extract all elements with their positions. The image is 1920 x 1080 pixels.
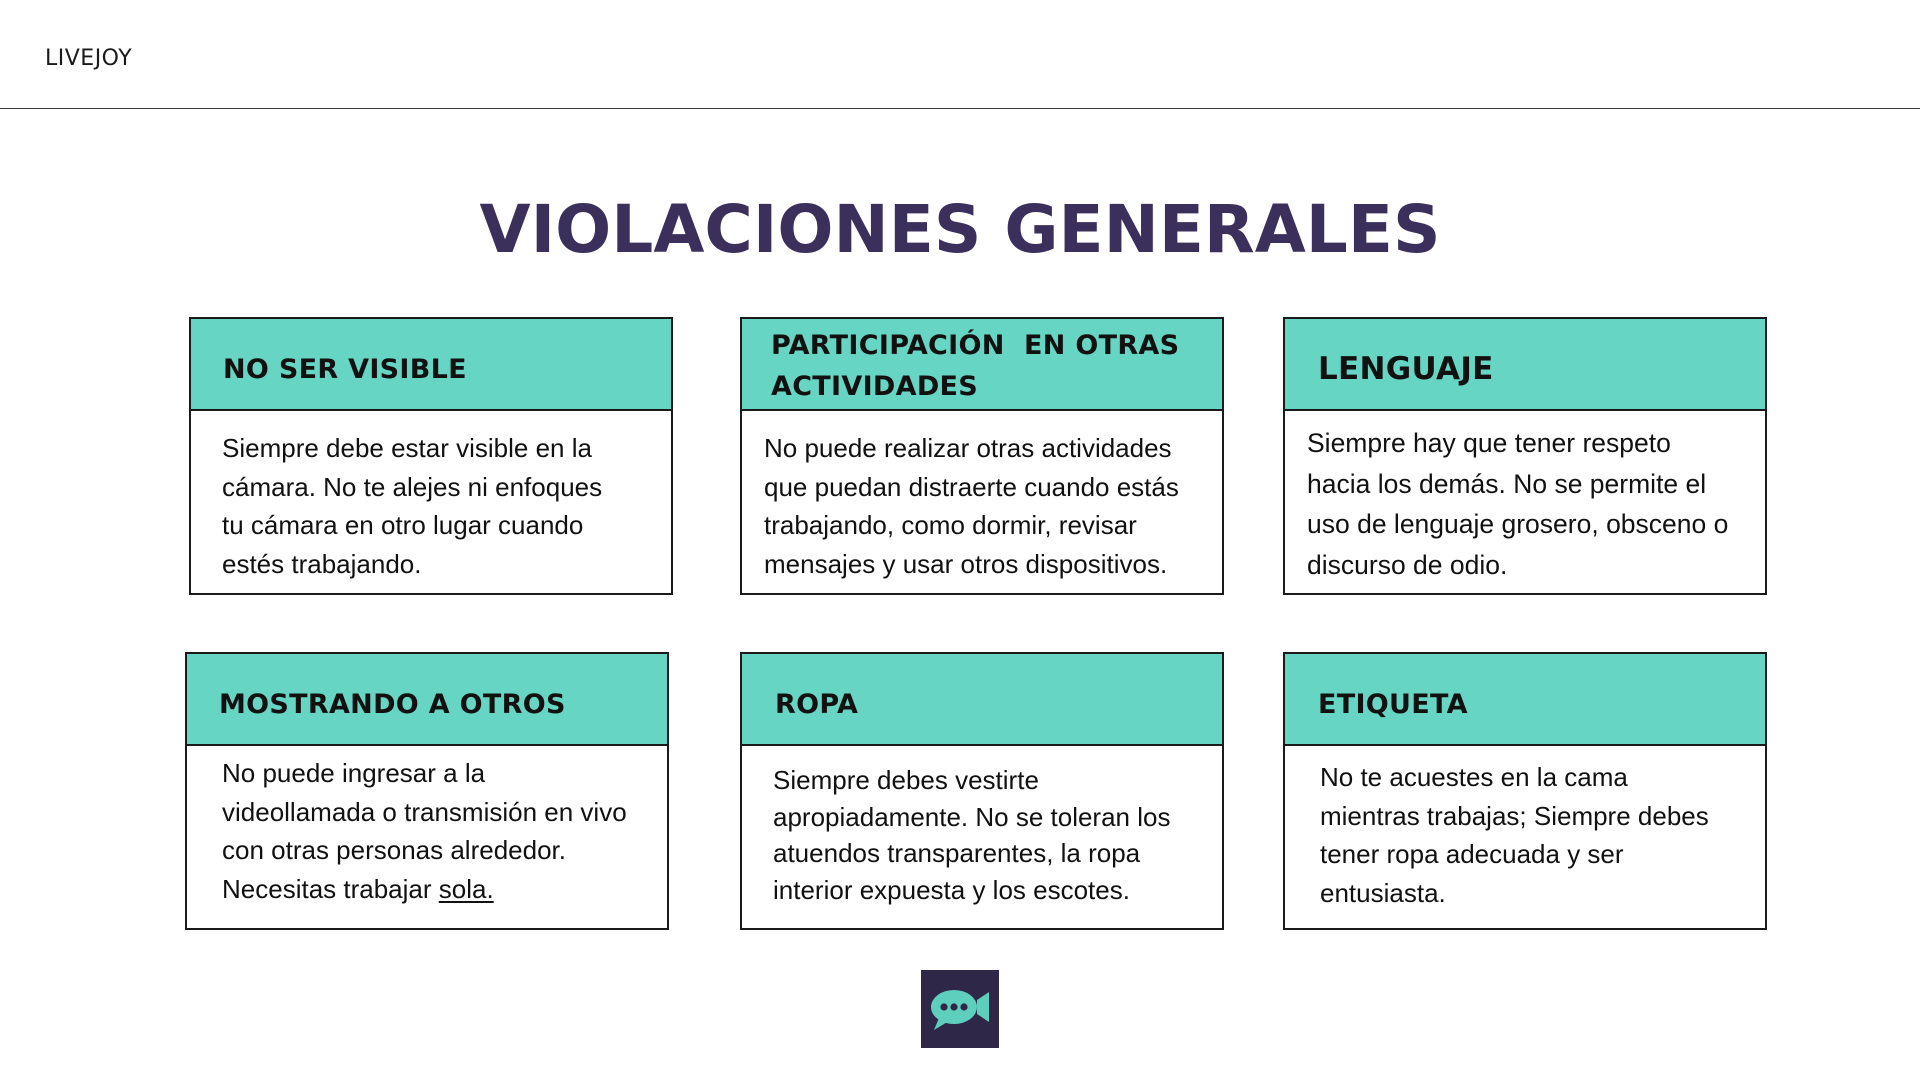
card-etiqueta	[1283, 652, 1767, 930]
card-body: No te acuestes en la cama mientras trabajas; Siempre debes tener ropa adecuada y ser entusiasta.	[1320, 762, 1709, 908]
card-title	[771, 325, 1179, 407]
card-no-ser-visible	[189, 317, 673, 595]
header-divider	[0, 108, 1920, 109]
card-title	[1318, 684, 1468, 725]
card-ropa	[740, 652, 1224, 930]
card-body: Siempre debes vestirte apropiadamente. No se toleran los atuendos transparentes, la ropa interior expuesta y los escotes.	[773, 765, 1171, 905]
card-title-text: ROPA	[775, 688, 859, 720]
card-participacion-otras-actividades	[740, 317, 1224, 595]
card-lenguaje	[1283, 317, 1767, 595]
card-body: Siempre debe estar visible en la cámara. No te alejes ni enfoques tu cámara en otro lugar cuando estés trabajando.	[222, 433, 603, 579]
card-title-text: LENGUAJE	[1318, 350, 1494, 387]
card-body	[187, 746, 667, 908]
card-body-underlined-text: sola.	[438, 873, 494, 904]
card-body-text: No puede ingresar a la videollamada o transmisión en vivo con otras personas alrededor. Necesitas trabajar	[222, 758, 627, 904]
card-title-text: MOSTRANDO A OTROS	[219, 688, 566, 720]
card-header	[187, 654, 667, 746]
card-body: No puede realizar otras actividades que puedan distraerte cuando estás trabajando, como dormir, revisar mensajes y usar otros dispositivos.	[764, 433, 1179, 579]
card-header	[742, 654, 1222, 746]
card-header	[191, 319, 671, 411]
card-title	[219, 684, 566, 725]
card-title	[223, 349, 467, 390]
card-body: Siempre hay que tener respeto hacia los demás. No se permite el uso de lenguaje grosero, obsceno o discurso de odio.	[1307, 428, 1729, 580]
card-title-text: ACTIVIDADES	[771, 371, 979, 402]
card-header	[742, 319, 1222, 411]
card-mostrando-a-otros	[185, 652, 669, 930]
card-title	[775, 684, 858, 725]
card-header	[1285, 319, 1765, 411]
card-title-text: PARTICIPACIÓN EN OTRAS	[771, 330, 1180, 361]
brand-name: LIVEJOY	[45, 46, 133, 71]
card-title-text: NO SER VISIBLE	[223, 353, 467, 385]
card-title-text: ETIQUETA	[1318, 688, 1468, 720]
video-chat-bubble-icon	[921, 970, 999, 1048]
card-title	[1318, 349, 1494, 390]
card-header	[1285, 654, 1765, 746]
page-title: VIOLACIONES GENERALES	[479, 191, 1441, 268]
